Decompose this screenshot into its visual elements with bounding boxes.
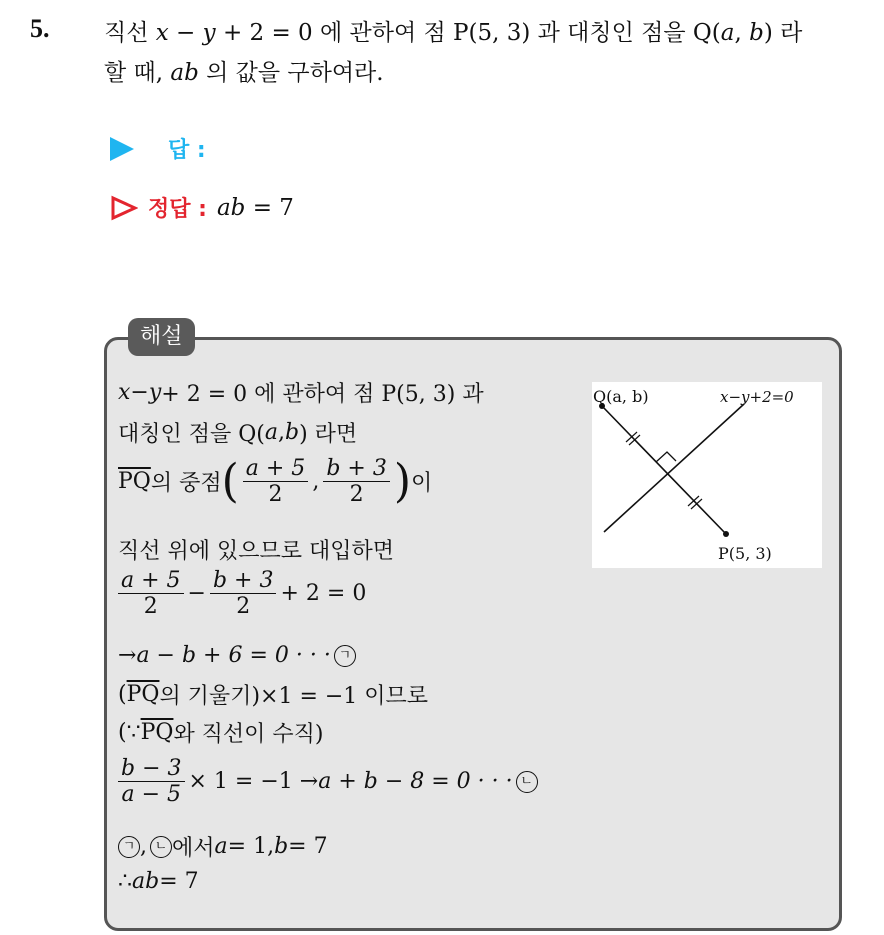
correct-answer-value: ab = 7 — [216, 194, 294, 221]
circled-nieun: ㄴ — [516, 771, 538, 793]
circled-nieun: ㄴ — [150, 836, 172, 858]
solution-line-3: $\overline{PQ}$ 의 중점 ( $\frac{a + 5}{2}$ , $\frac{b + 3}{2}$ ) 이 — [118, 454, 433, 509]
right-angle-mark — [656, 452, 676, 462]
solution-line-10: ㄱ , ㄴ 에서 a = 1, b = 7 — [118, 831, 328, 862]
answer-row — [110, 133, 206, 164]
solution-line-11: ∴ ab = 7 — [118, 869, 199, 894]
label-line: x−y+2=0 — [720, 388, 794, 406]
fraction: $\frac{a + 5}{2}$ — [118, 568, 184, 620]
point-p — [723, 531, 729, 537]
solution-line-4: 직선 위에 있으므로 대입하면 — [118, 539, 395, 564]
circled-giyeok: ㄱ — [118, 836, 140, 858]
fraction: $\frac{b - 3}{a - 5}$ — [118, 756, 185, 808]
segment-pq — [602, 406, 726, 534]
solution-line-5: $\frac{a + 5}{2}$ − $\frac{b + 3}{2}$ + 2 = 0 — [118, 568, 366, 620]
outlined-triangle-icon — [110, 195, 138, 221]
question-line-1: 직선 x − y + 2 = 0 에 관하여 점 P(5, 3) 과 대칭인 점을 Q(a, b) 라 — [104, 20, 803, 46]
solution-line-8: (∵ $\overline{PQ}$ 와 직선이 수직) — [118, 720, 324, 747]
solution-line-1: x − y + 2 = 0 에 관하여 점 P(5, 3) 과 — [118, 380, 484, 407]
solution-line-6: → a − b + 6 = 0 · · · ㄱ — [118, 643, 356, 668]
correct-answer-label: 정답 : — [148, 197, 207, 222]
symmetry-diagram — [592, 382, 822, 568]
correct-answer-row — [110, 192, 294, 223]
question-line-2: 할 때, ab 의 값을 구하여라. — [104, 60, 384, 86]
solution-line-7: ( $\overline{PQ}$ 의 기울기)×1 = −1 이므로 — [118, 682, 429, 709]
circled-giyeok: ㄱ — [334, 645, 356, 667]
fraction: $\frac{b + 3}{2}$ — [323, 456, 390, 508]
label-p: P(5, 3) — [718, 544, 772, 563]
symmetry-line — [604, 404, 744, 532]
fraction: $\frac{a + 5}{2}$ — [243, 456, 309, 508]
question-number: 5. — [30, 14, 50, 43]
answer-label: 답 : — [168, 138, 206, 163]
solution-line-2: 대칭인 점을 Q( a , b ) 라면 — [118, 420, 358, 447]
fraction: $\frac{b + 3}{2}$ — [210, 568, 277, 620]
filled-triangle-icon — [110, 137, 134, 161]
solution-tab: 해설 — [128, 318, 195, 356]
label-q: Q(a, b) — [593, 387, 649, 406]
solution-line-9: $\frac{b - 3}{a - 5}$ × 1 = −1 → a + b − 8 = 0 · · · ㄴ — [118, 756, 538, 808]
